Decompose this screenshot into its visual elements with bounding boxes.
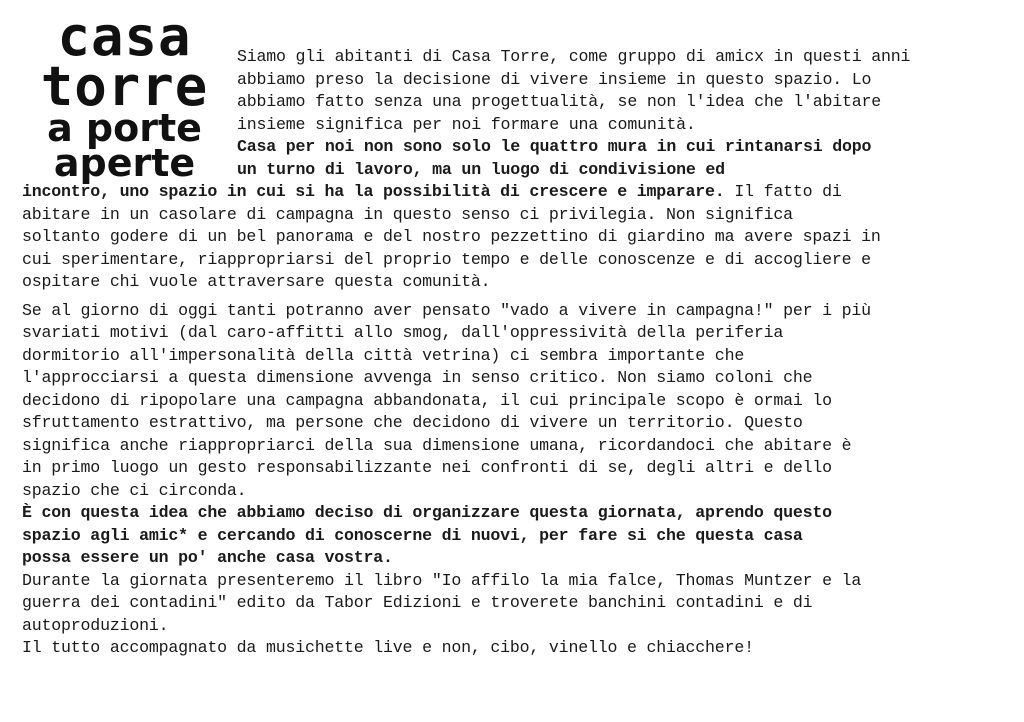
bold-text: possa essere un po' anche casa vostra.: [22, 548, 393, 567]
text-line: spazio che ci circonda.: [22, 480, 247, 500]
text-line-bold: [22, 547, 1007, 570]
text-line: svariati motivi (dal caro-affitti allo smog, dall'oppressività della periferia: [22, 323, 784, 342]
plain-text: Il fatto di: [724, 182, 842, 201]
text-line: Il tutto accompagnato da musichette live e non, cibo, vinello e chiacchere!: [22, 638, 754, 657]
text-line: significa anche riappropriarci della sua dimensione umana, ricordandoci che abitare è: [22, 435, 852, 455]
text-line: in primo luogo un gesto responsabilizzante nei confronti di se, degli altri e dello: [22, 458, 832, 477]
text-line: cui sperimentare, riappropriarsi del proprio tempo e delle conoscenze e di accogliere e: [22, 249, 871, 269]
text-line-bold: [22, 502, 1007, 525]
text-line-bold: [22, 136, 1007, 159]
bold-text: Casa per noi non sono solo le quattro mura in cui rintanarsi dopo: [237, 137, 872, 156]
text-line: sfruttamento estrattivo, ma persone che decidono di vivere un territorio. Questo: [22, 413, 803, 432]
text-line: Durante la giornata presenteremo il libro "Io affilo la mia falce, Thomas Muntzer e la: [22, 570, 862, 590]
logo-line-a-porte: a porte: [47, 106, 202, 151]
text-line: decidono di ripopolare una campagna abbandonata, il cui principale scopo è ormai lo: [22, 390, 832, 410]
text-line: dormitorio all'impersonalità della città vetrina) ci sembra importante che: [22, 345, 745, 365]
bold-text: spazio agli amic* e cercando di conoscerne di nuovi, per fare si che questa casa: [22, 525, 803, 545]
text-line: autoproduzioni.: [22, 615, 169, 635]
text-line: l'approcciarsi a questa dimensione avvenga in senso critico. Non siamo coloni che: [22, 368, 813, 387]
text-line: abbiamo preso la decisione di vivere insieme in questo spazio. Lo: [237, 69, 872, 89]
bold-text: un turno di lavoro, ma un luogo di condivisione ed: [237, 159, 725, 179]
text-line: guerra dei contadini" edito da Tabor Edizioni e troverete banchini contadini e di: [22, 593, 813, 612]
text-line: abitare in un casolare di campagna in questo senso ci privilegia. Non significa: [22, 204, 793, 224]
text-line-bold: [22, 525, 1007, 548]
text-line: insieme significa per noi formare una comunità.: [237, 114, 696, 134]
logo-line-aperte: aperte: [53, 141, 196, 186]
logo-line-torre: torre: [40, 54, 209, 118]
text-line: abbiamo fatto senza una progettualità, se non l'idea che l'abitare: [237, 92, 882, 111]
text-line-bold: [22, 159, 1007, 182]
body-text: [22, 46, 1007, 660]
text-line: Se al giorno di oggi tanti potranno aver pensato "vado a vivere in campagna!" per i più: [22, 300, 871, 320]
text-line: Siamo gli abitanti di Casa Torre, come gruppo di amicx in questi anni: [237, 47, 911, 66]
bold-text: È con questa idea che abbiamo deciso di organizzare questa giornata, aprendo questo: [22, 503, 832, 522]
logo-line-casa: casa: [57, 5, 192, 68]
bold-text: incontro, uno spazio in cui si ha la possibilità di crescere e imparare.: [22, 182, 725, 201]
text-line: ospitare chi vuole attraversare questa comunità.: [22, 272, 491, 291]
text-line-mixed: [22, 181, 1007, 204]
text-line: soltanto godere di un bel panorama e del nostro pezzettino di giardino ma avere spazi in: [22, 227, 881, 246]
